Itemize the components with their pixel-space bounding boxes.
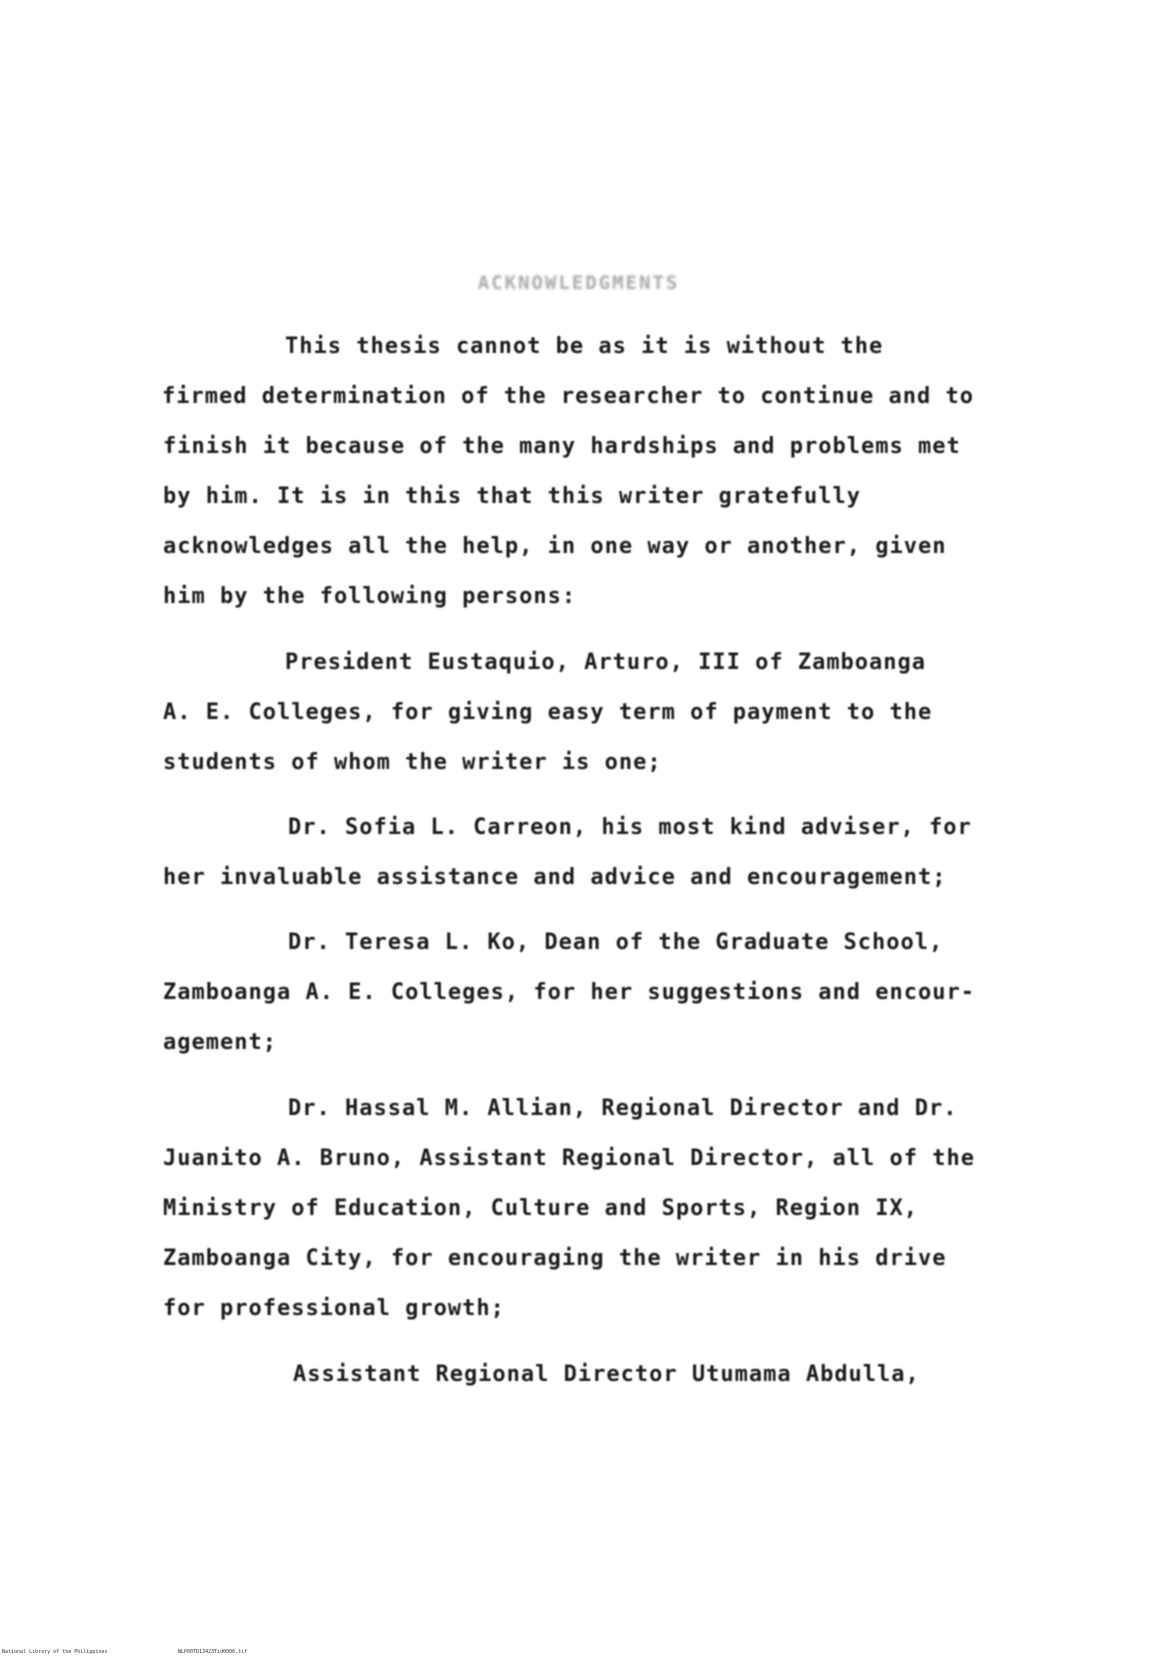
body-line: Zamboanga City, for encouraging the writer in his drive [163, 1246, 947, 1271]
body-line: finish it because of the many hardships and problems met [163, 434, 961, 459]
body-line: Zamboanga A. E. Colleges, for her suggestions and encour- [163, 980, 975, 1005]
body-line: agement; [163, 1030, 277, 1055]
body-line: by him. It is in this that this writer gratefully [163, 484, 862, 509]
body-line: acknowledges all the help, in one way or another, given [163, 534, 947, 559]
body-line: Juanito A. Bruno, Assistant Regional Director, all of the [163, 1146, 975, 1171]
body-line: her invaluable assistance and advice and encouragement; [163, 865, 947, 890]
page-heading: ACKNOWLEDGMENTS [477, 272, 680, 294]
body-line: for professional growth; [163, 1296, 505, 1321]
body-line: students of whom the writer is one; [163, 750, 662, 775]
body-line: firmed determination of the researcher to continue and to [162, 384, 974, 409]
body-line: Assistant Regional Director Utumama Abdulla, [293, 1362, 920, 1387]
body-line: Ministry of Education, Culture and Sports, Region IX, [163, 1196, 918, 1221]
body-line: Dr. Sofia L. Carreon, his most kind adviser, for [288, 815, 972, 840]
body-line: him by the following persons: [163, 584, 577, 609]
body-line: A. E. Colleges, for giving easy term of payment to the [163, 700, 933, 725]
body-line: This thesis cannot be as it is without the [285, 334, 884, 359]
footer-file-label: NLP00TD13423Tid0006.tif [178, 1649, 248, 1655]
body-line: Dr. Teresa L. Ko, Dean of the Graduate School, [288, 930, 944, 955]
footer-library-label: National Library of the Philippines [2, 1649, 108, 1655]
body-line: President Eustaquio, Arturo, III of Zamboanga [285, 650, 927, 675]
body-line: Dr. Hassal M. Allian, Regional Director and Dr. [288, 1096, 958, 1121]
